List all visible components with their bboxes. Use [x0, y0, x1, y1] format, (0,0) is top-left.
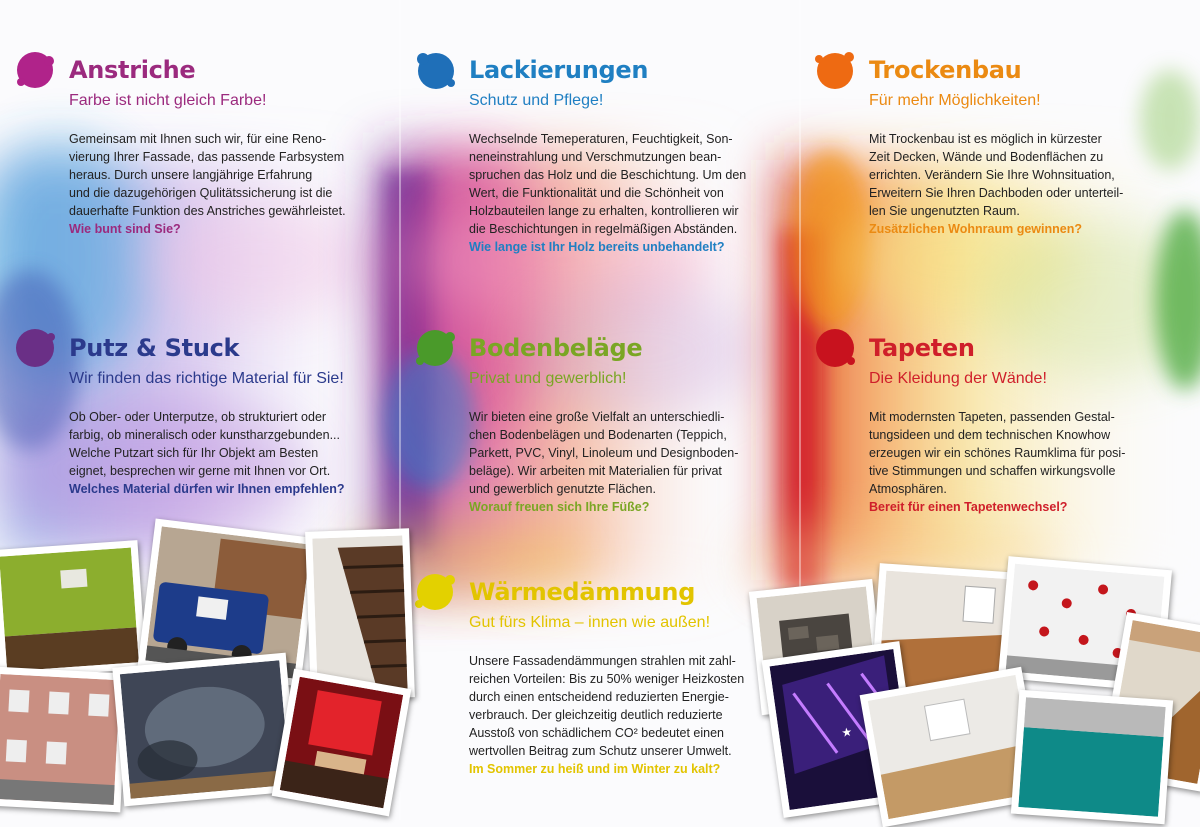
paint-splash-icon — [413, 49, 459, 91]
section-cta[interactable]: Im Sommer zu heiß und im Winter zu kalt? — [469, 762, 721, 776]
section-subtitle: Wir finden das richtige Material für Sie! — [69, 370, 344, 387]
section-title: Tapeten — [869, 334, 975, 362]
section-cta[interactable]: Zusätzlichen Wohnraum gewinnen? — [869, 222, 1082, 236]
section-title: Wärmedämmung — [469, 578, 696, 606]
section-subtitle: Schutz und Pflege! — [469, 92, 604, 109]
section-subtitle: Die Kleidung der Wände! — [869, 370, 1047, 387]
section-title: Bodenbeläge — [469, 334, 643, 362]
section-bodenbelaege — [469, 333, 789, 516]
photo-textured-wall — [112, 653, 297, 807]
section-title: Putz & Stuck — [69, 334, 240, 362]
svg-text:★: ★ — [840, 724, 854, 740]
section-body: Ob Ober- oder Unterputze, ob strukturiert oder farbig, ob mineralisch oder kunstharzgebunden... Welche Putzart sich für Ihr Objekt am Besten eignet, besprechen wir gerne mit Ihnen vor Ort. — [69, 410, 340, 478]
section-body: Wir bieten eine große Vielfalt an unterschiedli- chen Bodenbelägen und Bodenarten (Teppich, Parkett, PVC, Vinyl, Linoleum und Designboden- beläge). Wir arbeiten mit Materialien für privat und gewerblich genutzte Flächen. — [469, 410, 739, 496]
section-anstriche — [69, 55, 389, 238]
paint-splash-icon — [13, 49, 59, 91]
section-waermedaemmung — [469, 577, 789, 778]
paint-splash-icon — [13, 327, 59, 369]
photo-house-facade — [0, 667, 128, 813]
section-trockenbau — [869, 55, 1189, 238]
section-body: Wechselnde Temeperaturen, Feuchtigkeit, Son- neneinstrahlung und Verschmutzungen bean- spruchen das Holz und die Beschichtung. Um den Wert, die Funktionalität und die Schönheit von Holzbauteilen lange zu erhalten, kontrollieren wir die Beschichtungen in regelmäßigen Abständen. — [469, 132, 747, 236]
section-subtitle: Für mehr Möglichkeiten! — [869, 92, 1041, 109]
photo-green-room — [0, 540, 146, 679]
section-cta[interactable]: Worauf freuen sich Ihre Füße? — [469, 500, 650, 514]
paint-splash-icon — [413, 327, 459, 369]
section-body: Mit Trockenbau ist es möglich in kürzester Zeit Decken, Wände und Bodenflächen zu errichten. Verändern Sie Ihre Wohnsituation, Erweitern Sie Ihren Dachboden oder unterteil- len Sie ungenutzten Raum. — [869, 132, 1124, 218]
section-lackierungen — [469, 55, 789, 256]
section-cta[interactable]: Wie bunt sind Sie? — [69, 222, 181, 236]
photo-red-room — [272, 669, 412, 817]
section-title: Trockenbau — [869, 56, 1022, 84]
section-cta[interactable]: Wie lange ist Ihr Holz bereits unbehandelt? — [469, 240, 725, 254]
section-title: Lackierungen — [469, 56, 649, 84]
paint-splash-icon — [813, 49, 859, 91]
section-body: Gemeinsam mit Ihnen such wir, für eine Reno- vierung Ihrer Fassade, das passende Farbsystem heraus. Durch unsere langjährige Erfahrung und die dazugehörigen Qulitätssicherung ist die dauerhafte Funktion des Anstriches gewährleistet. — [69, 132, 346, 218]
section-cta[interactable]: Welches Material dürfen wir Ihnen empfehlen? — [69, 482, 345, 496]
section-putz-stuck — [69, 333, 389, 498]
paint-splash-icon — [813, 327, 859, 369]
section-body: Mit modernsten Tapeten, passenden Gestal- tungsideen und dem technischen Knowhow erzeugen wir ein schönes Raumklima für posi- tive Stimmungen und schaffen wirkungsvolle Atmosphären. — [869, 410, 1126, 496]
paint-splash-icon — [413, 571, 459, 613]
section-subtitle: Farbe ist nicht gleich Farbe! — [69, 92, 267, 109]
section-body: Unsere Fassadendämmungen strahlen mit zahl- reichen Vorteilen: Bis zu 50% weniger Heizkosten durch einen entscheidend reduzierten Energie- verbrauch. Der gleichzeitig deutlich reduzierte Ausstoß von schädlichem CO² bedeutet einen wertvollen Beitrag zum Schutz unserer Umwelt. — [469, 654, 745, 758]
photo-teal-floor — [1011, 690, 1173, 824]
section-subtitle: Privat und gewerblich! — [469, 370, 627, 387]
section-tapeten — [869, 333, 1189, 516]
section-cta[interactable]: Bereit für einen Tapetenwechsel? — [869, 500, 1068, 514]
section-subtitle: Gut fürs Klima – innen wie außen! — [469, 614, 711, 631]
section-title: Anstriche — [69, 56, 196, 84]
